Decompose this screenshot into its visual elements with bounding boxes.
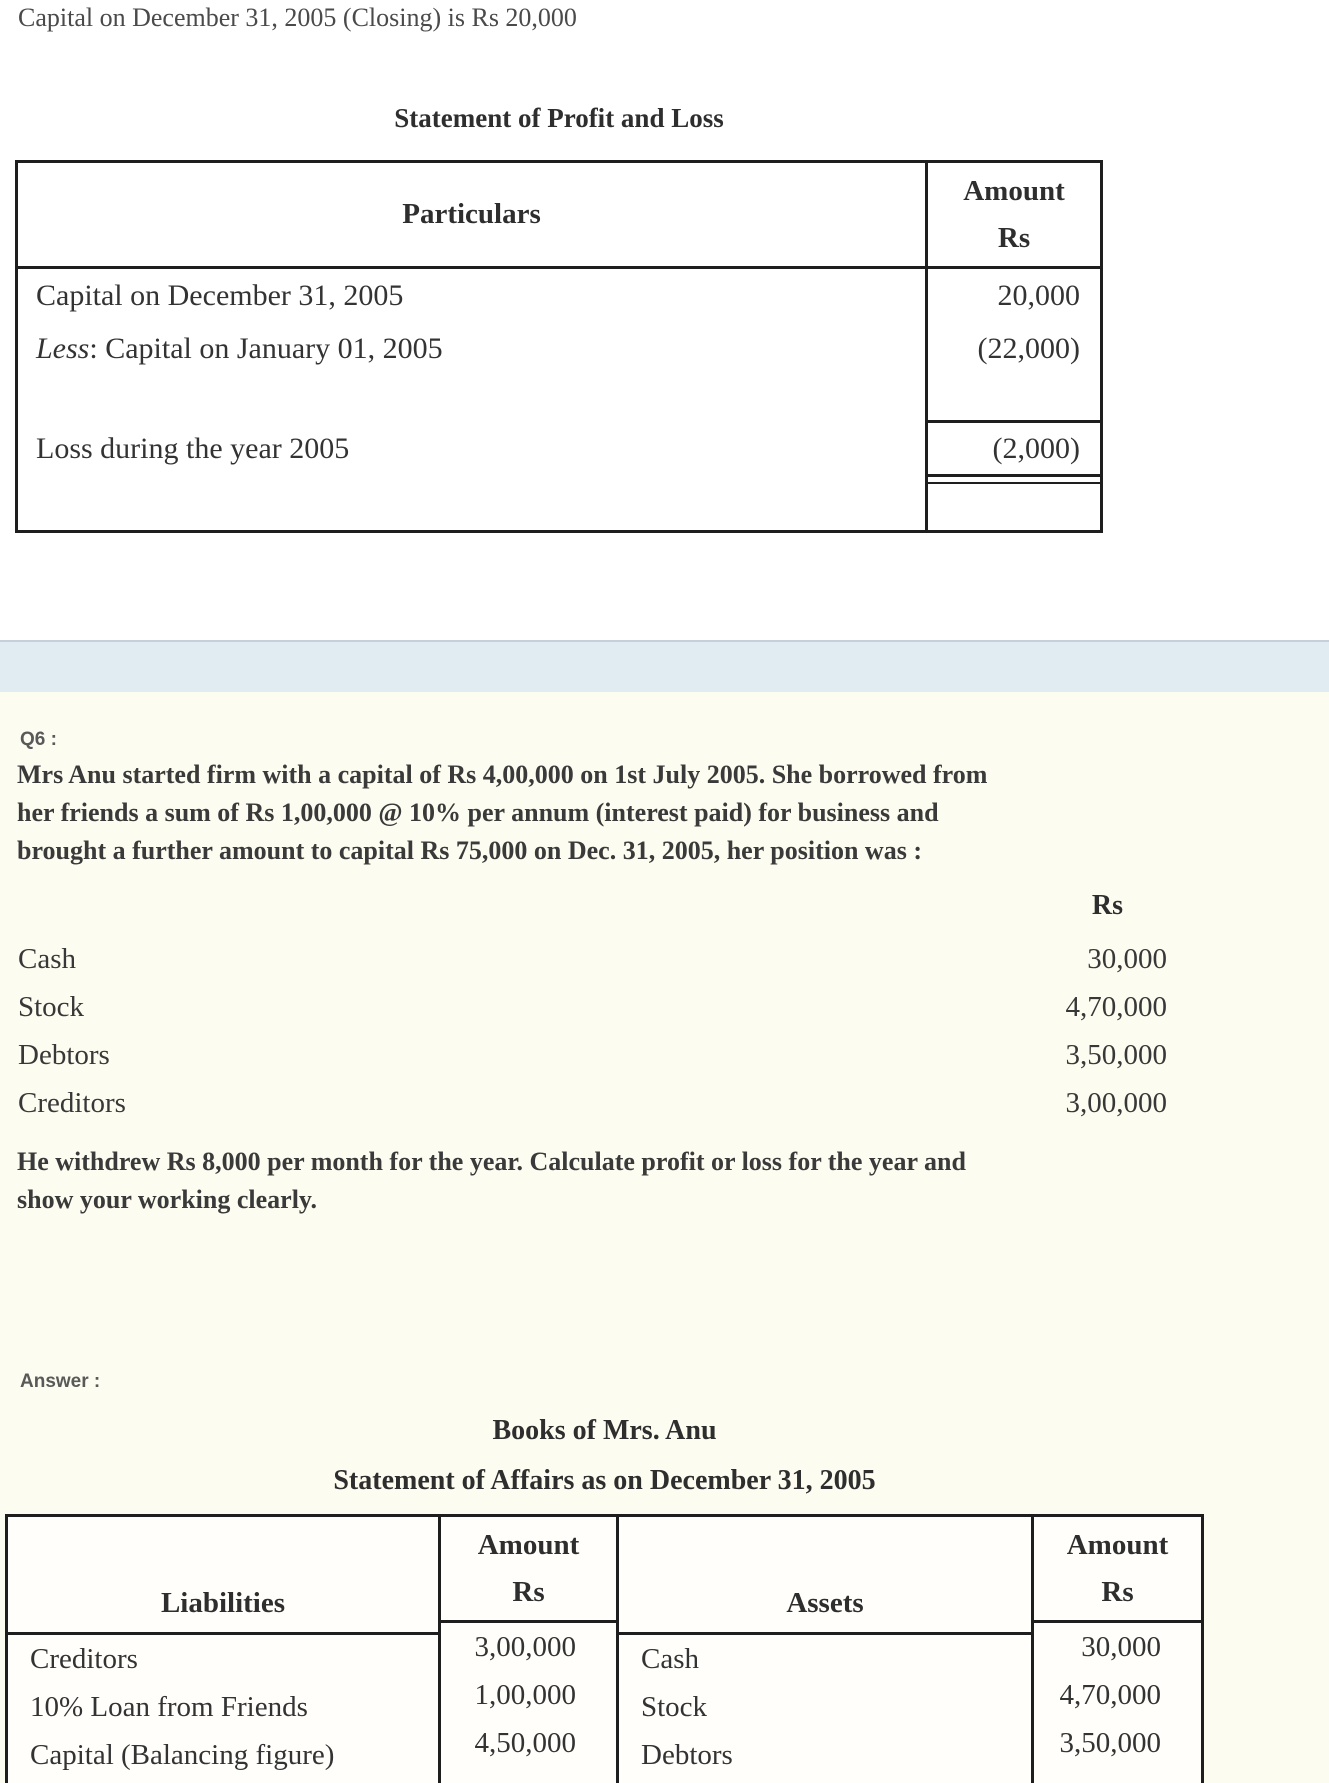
liability-cell: Creditors bbox=[30, 1642, 138, 1675]
asset-amount-cell: 30,000 bbox=[1081, 1630, 1161, 1663]
table-row bbox=[18, 420, 925, 477]
particulars-header: Particulars bbox=[18, 163, 925, 269]
amount-header-line1: Amount bbox=[1066, 1528, 1169, 1561]
item-amount: 3,00,000 bbox=[1065, 1086, 1167, 1119]
row-label: Capital on December 31, 2005 bbox=[36, 278, 404, 312]
total-underline bbox=[928, 477, 1100, 484]
statement-of-affairs-title: Statement of Affairs as on December 31, 2005 bbox=[333, 1465, 876, 1496]
liabilities-amount-column bbox=[438, 1517, 616, 1783]
asset-cell: Stock bbox=[641, 1690, 708, 1723]
item-amount: 4,70,000 bbox=[1065, 990, 1167, 1023]
amount-column bbox=[925, 163, 1100, 530]
intro-line: Capital on December 31, 2005 (Closing) is Rs 20,000 bbox=[18, 3, 577, 32]
question-line: Mrs Anu started firm with a capital of Rs 4,00,000 on 1st July 2005. She borrowed from bbox=[17, 760, 988, 789]
row-label: : Capital on January 01, 2005 bbox=[89, 331, 443, 365]
note-line: He withdrew Rs 8,000 per month for the year. Calculate profit or loss for the year and bbox=[17, 1147, 966, 1176]
table-row bbox=[18, 269, 925, 322]
profit-loss-title: Statement of Profit and Loss bbox=[394, 103, 724, 133]
liabilities-header: Liabilities bbox=[8, 1517, 438, 1635]
question-answer-section bbox=[0, 692, 1329, 1783]
amount-header-line1: Amount bbox=[477, 1528, 580, 1561]
profit-loss-table bbox=[15, 160, 1103, 533]
liability-amount-cell: 4,50,000 bbox=[474, 1726, 576, 1759]
question-line: her friends a sum of Rs 1,00,000 @ 10% per annum (interest paid) for business and bbox=[17, 798, 939, 827]
table-row bbox=[18, 322, 925, 375]
amount-header-line2: Rs bbox=[512, 1575, 545, 1608]
loss-amount-cell: (2,000) bbox=[928, 420, 1100, 477]
rs-column-header: Rs bbox=[1091, 890, 1123, 921]
amount-header-line2: Rs bbox=[1101, 1575, 1134, 1608]
assets-amount-header bbox=[1034, 1517, 1201, 1623]
statement-of-affairs-table bbox=[5, 1514, 1204, 1783]
liability-amount-cell: 3,00,000 bbox=[474, 1630, 576, 1663]
amount-header-line2: Rs bbox=[997, 221, 1031, 254]
books-title: Books of Mrs. Anu bbox=[492, 1415, 717, 1446]
row-label-italic: Less bbox=[36, 331, 90, 365]
spacer bbox=[18, 375, 925, 420]
question-number-label: Q6 : bbox=[20, 729, 57, 750]
item-label: Cash bbox=[18, 942, 76, 975]
item-label: Creditors bbox=[18, 1086, 126, 1119]
assets-amount-column bbox=[1031, 1517, 1201, 1783]
row-label: Loss during the year 2005 bbox=[36, 431, 350, 465]
amount-header-line1: Amount bbox=[963, 174, 1065, 207]
amount-cell: 20,000 bbox=[997, 278, 1080, 312]
item-label: Debtors bbox=[18, 1038, 110, 1071]
answer-label: Answer : bbox=[20, 1371, 101, 1392]
question-paragraph bbox=[17, 756, 1313, 870]
asset-cell: Debtors bbox=[641, 1738, 733, 1771]
balances-list bbox=[0, 935, 1329, 1127]
spacer bbox=[928, 484, 1100, 530]
question-note bbox=[17, 1143, 1313, 1219]
liabilities-column bbox=[8, 1517, 438, 1783]
asset-cell: Cash bbox=[641, 1642, 699, 1675]
question-line: brought a further amount to capital Rs 75,000 on Dec. 31, 2005, her position was : bbox=[17, 836, 922, 865]
assets-header: Assets bbox=[619, 1517, 1031, 1635]
asset-amount-cell: 3,50,000 bbox=[1059, 1726, 1161, 1759]
liability-cell: Capital (Balancing figure) bbox=[30, 1738, 335, 1771]
amount-cell: (22,000) bbox=[977, 331, 1080, 365]
spacer bbox=[928, 375, 1100, 420]
liabilities-amount-header bbox=[441, 1517, 616, 1623]
assets-column bbox=[616, 1517, 1031, 1783]
note-line: show your working clearly. bbox=[17, 1185, 317, 1214]
item-amount: 30,000 bbox=[1087, 942, 1167, 975]
particulars-column bbox=[18, 163, 925, 530]
list-item bbox=[0, 1031, 1329, 1079]
spacer bbox=[18, 477, 925, 530]
liability-amount-cell: 1,00,000 bbox=[474, 1678, 576, 1711]
item-label: Stock bbox=[18, 990, 85, 1023]
list-item bbox=[0, 983, 1329, 1031]
liability-cell: 10% Loan from Friends bbox=[30, 1690, 308, 1723]
asset-amount-cell: 4,70,000 bbox=[1059, 1678, 1161, 1711]
list-item bbox=[0, 1079, 1329, 1127]
item-amount: 3,50,000 bbox=[1065, 1038, 1167, 1071]
list-item bbox=[0, 935, 1329, 983]
amount-header bbox=[928, 163, 1100, 269]
section-divider-band bbox=[0, 640, 1329, 692]
